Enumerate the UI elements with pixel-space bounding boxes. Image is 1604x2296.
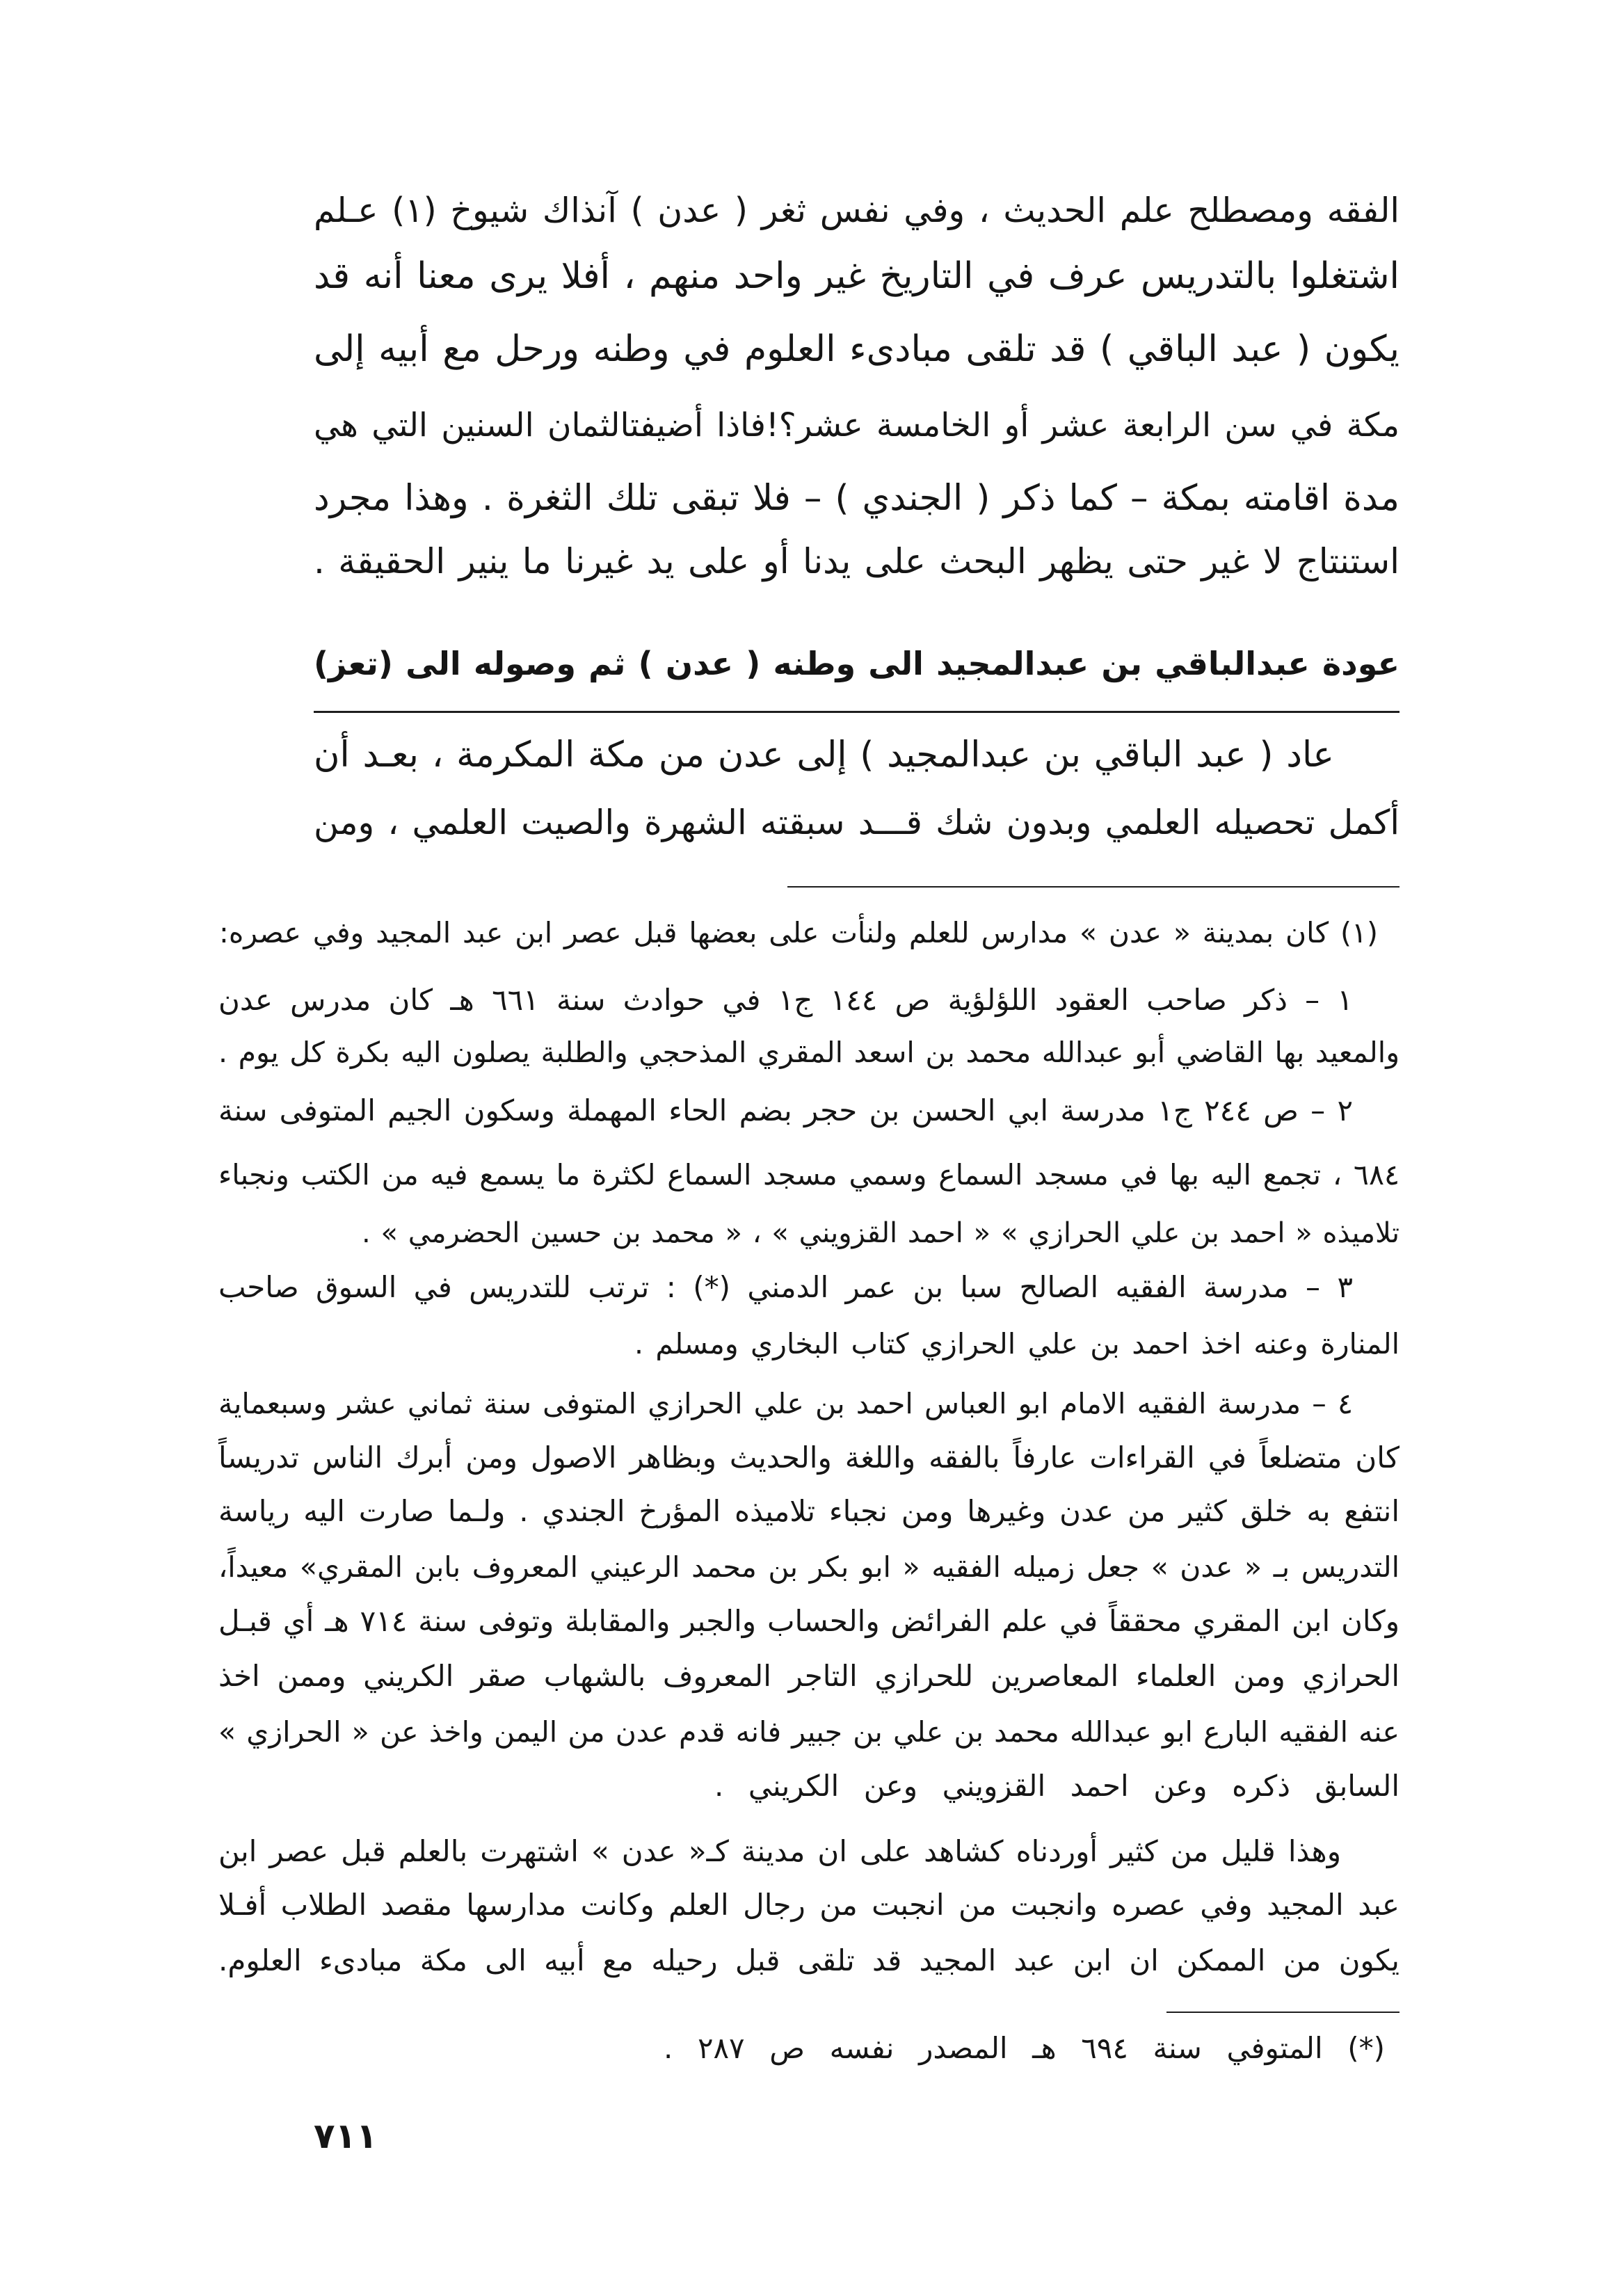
body-line: مكة في سن الرابعة عشر أو الخامسة عشر؟!فاذا أضيفتالثمان السنين التي هي — [314, 406, 1400, 444]
footnote-line: كان متضلعاً في القراءات عارفاً بالفقه واللغة والحديث وبظاهر الاصول ومن أبرك الناس تدريساً — [218, 1440, 1400, 1475]
footnote-line: يكون من الممكن ان ابن عبد المجيد قد تلقى قبل رحيله مع أبيه الى مكة مبادىء العلوم. — [218, 1943, 1400, 1977]
footnote-line: الحرازي ومن العلماء المعاصرين للحرازي التاجر المعروف بالشهاب صقر الكريني وممن اخذ — [218, 1659, 1400, 1693]
footnote-line: ٤ – مدرسة الفقيه الامام ابو العباس احمد بن علي الحرازي المتوفى سنة ثماني عشر وسبعماية — [218, 1386, 1353, 1420]
footnote-line: التدريس بـ « عدن » جعل زميله الفقيه « ابو بكر بن محمد الرعيني المعروف بابن المقري» معيداً، — [218, 1550, 1400, 1584]
footnote-separator — [787, 886, 1400, 888]
star-footnote: (*) المتوفي سنة ٦٩٤ هـ المصدر نفسه ص ٢٨٧ . — [664, 2031, 1385, 2065]
footnote-line: عبد المجيد وفي عصره وانجبت من انجبت من رجال العلم وكانت مدارسها مقصد الطلاب أفـلا — [218, 1888, 1400, 1922]
footnote-line: تلاميذه « احمد بن علي الحرازي » « احمد القزويني » ، « محمد بن حسين الحضرمي » . — [362, 1217, 1400, 1250]
footnote-line: ٢ – ص ٢٤٤ ج١ مدرسة ابي الحسن بن حجر بضم الحاء المهملة وسكون الجيم المتوفى سنة — [218, 1093, 1353, 1127]
heading-underline — [314, 711, 1400, 713]
footnote-line: والمعيد بها القاضي أبو عبدالله محمد بن اسعد المقري المذحجي والطلبة يصلون اليه بكرة كل يوم . — [218, 1035, 1400, 1069]
body-line: أكمل تحصيله العلمي وبدون شك قـــد سبقته الشهرة والصيت العلمي ، ومن — [314, 803, 1400, 843]
footnote-line: عنه الفقيه البارع ابو عبدالله محمد بن علي بن جبير فانه قدم عدن من اليمن واخذ عن « الحرازي » — [218, 1715, 1400, 1749]
body-line: استنتاج لا غير حتى يظهر البحث على يدنا أو على يد غيرنا ما ينير الحقيقة . — [314, 540, 1400, 581]
section-heading: عودة عبدالباقي بن عبدالمجيد الى وطنه ( عدن ) ثم وصوله الى (تعز) — [314, 645, 1400, 683]
star-note-separator — [1166, 2012, 1400, 2013]
body-line: عاد ( عبد الباقي بن عبدالمجيد ) إلى عدن من مكة المكرمة ، بعـد أن — [314, 734, 1334, 776]
body-line: اشتغلوا بالتدريس عرف في التاريخ غير واحد منهم ، أفلا يرى معنا أنه قد — [314, 255, 1400, 298]
page-number: ٧١١ — [314, 2116, 378, 2156]
body-line: مدة اقامته بمكة – كما ذكر ( الجندي ) – فلا تبقى تلك الثغرة . وهذا مجرد — [314, 477, 1400, 519]
footnote-line: وهذا قليل من كثير أوردناه كشاهد على ان مدينة كـ« عدن » اشتهرت بالعلم قبل عصر ابن — [218, 1834, 1341, 1868]
footnote-line: (١) كان بمدينة « عدن » مدارس للعلم ولنأت على بعضها قبل عصر ابن عبد المجيد وفي عصره: — [219, 915, 1378, 949]
footnote-line: وكان ابن المقري محققاً في علم الفرائض والحساب والجبر والمقابلة وتوفى سنة ٧١٤ هـ أي قبـل — [218, 1604, 1400, 1638]
footnote-line: انتفع به خلق كثير من عدن وغيرها ومن نجباء تلاميذه المؤرخ الجندي . ولـما صارت اليه رياسة — [218, 1494, 1400, 1528]
footnote-line: ١ – ذكر صاحب العقود اللؤلؤية ص ١٤٤ ج١ في حوادث سنة ٦٦١ هـ كان مدرس عدن — [218, 983, 1353, 1017]
footnote-line: ٣ – مدرسة الفقيه الصالح سبا بن عمر الدمني (*) : ترتب للتدريس في السوق صاحب — [218, 1270, 1353, 1304]
footnote-line: المنارة وعنه اخذ احمد بن علي الحرازي كتاب البخاري ومسلم . — [634, 1326, 1400, 1360]
body-line: يكون ( عبد الباقي ) قد تلقى مبادىء العلوم في وطنه ورحل مع أبيه إلى — [314, 328, 1400, 371]
footnote-line: ٦٨٤ ، تجمع اليه بها في مسجد السماع وسمي مسجد السماع لكثرة ما يسمع فيه من الكتب ونجباء — [218, 1157, 1400, 1191]
body-line: الفقه ومصطلح علم الحديث ، وفي نفس ثغر ( عدن ) آنذاك شيوخ (١) عـلم — [314, 191, 1400, 231]
footnote-line: السابق ذكره وعن احمد القزويني وعن الكريني . — [714, 1769, 1400, 1803]
